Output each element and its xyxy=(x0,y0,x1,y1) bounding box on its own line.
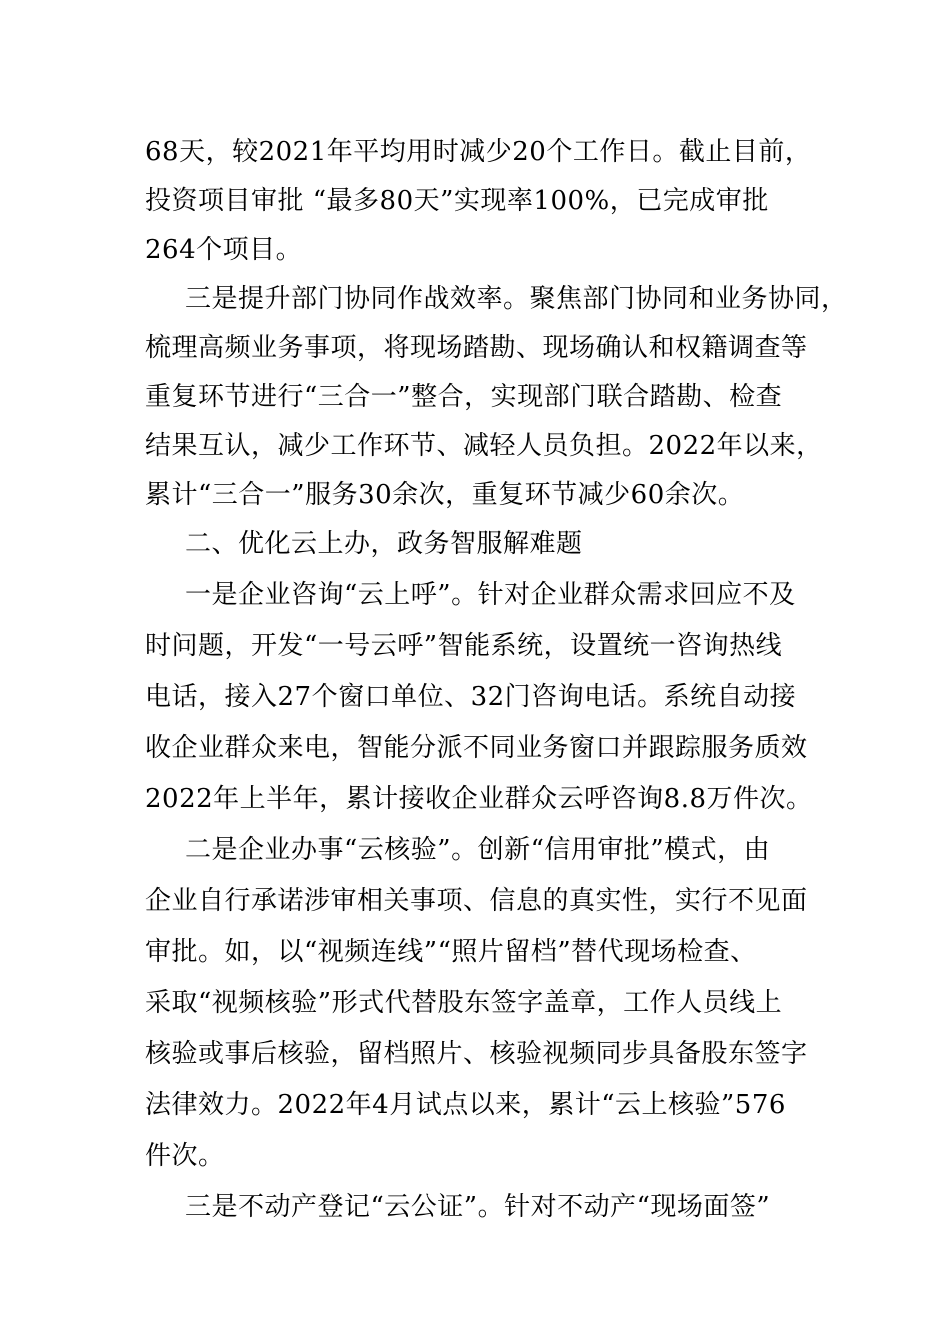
text-line: 收企业群众来电，智能分派不同业务窗口并跟踪服务质效 xyxy=(145,733,808,763)
text-line: 企业自行承诺涉审相关事项、信息的真实性，实行不见面 xyxy=(145,886,808,916)
text-line: 三是不动产登记“云公证”。针对不动产“现场面签” xyxy=(185,1192,771,1222)
text-line: 二是企业办事“云核验”。创新“信用审批”模式，由 xyxy=(185,835,771,865)
text-line: 梳理高频业务事项，将现场踏勘、现场确认和权籍调查等 xyxy=(145,333,808,363)
text-line: 法律效力。2022年4月试点以来，累计“云上核验”576 xyxy=(145,1090,786,1120)
text-line: 累计“三合一”服务30余次，重复环节减少60余次。 xyxy=(145,480,745,510)
text-line: 三是提升部门协同作战效率。聚焦部门协同和业务协同， xyxy=(185,284,848,314)
text-line: 68天，较2021年平均用时减少20个工作日。截止目前， xyxy=(145,137,812,167)
text-line: 投资项目审批 “最多80天”实现率100%，已完成审批 xyxy=(145,186,769,216)
text-line: 结果互认，减少工作环节、减轻人员负担。2022年以来， xyxy=(145,431,823,461)
text-line: 件次。 xyxy=(145,1141,225,1171)
text-line: 电话，接入27个窗口单位、32门咨询电话。系统自动接 xyxy=(145,682,797,712)
text-line: 采取“视频核验”形式代替股东签字盖章，工作人员线上 xyxy=(145,988,783,1018)
text-line: 2022年上半年，累计接收企业群众云呼咨询8.8万件次。 xyxy=(145,784,813,814)
text-line: 时问题，开发“一号云呼”智能系统，设置统一咨询热线 xyxy=(145,631,783,661)
text-line: 264个项目。 xyxy=(145,235,303,265)
text-line: 审批。如，以“视频连线”“照片留档”替代现场检查、 xyxy=(145,937,757,967)
text-line: 一是企业咨询“云上呼”。针对企业群众需求回应不及 xyxy=(185,580,796,610)
text-line: 核验或事后核验，留档照片、核验视频同步具备股东签字 xyxy=(145,1039,808,1069)
text-line: 重复环节进行“三合一”整合，实现部门联合踏勘、检查 xyxy=(145,382,783,412)
section-heading: 二、优化云上办，政务智服解难题 xyxy=(185,529,583,559)
